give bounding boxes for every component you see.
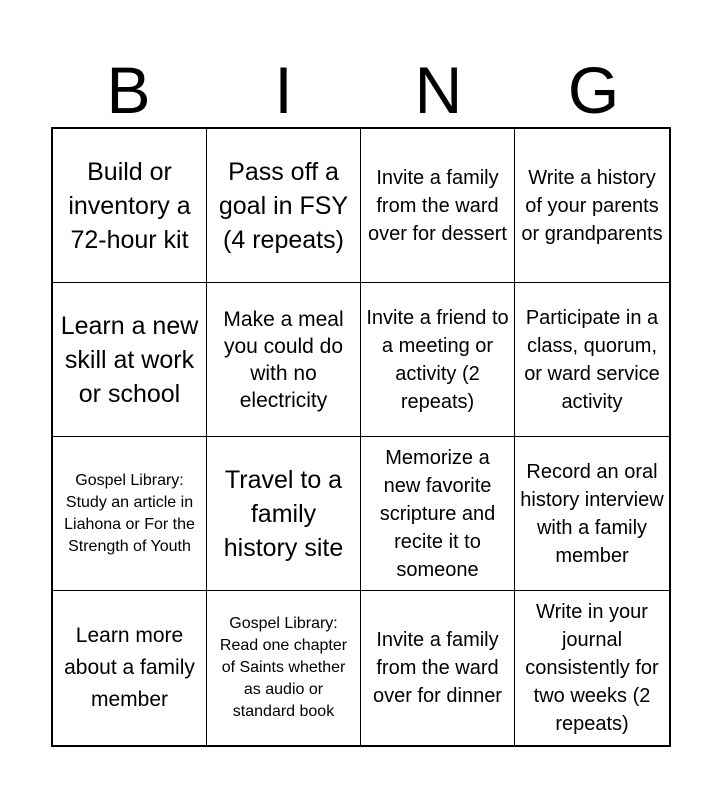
bingo-cell-text: Learn a new skill at work or school: [60, 311, 199, 408]
bingo-cell-text: Invite a family from the ward over for dessert: [368, 166, 507, 245]
bingo-cell[interactable]: [361, 129, 515, 283]
bingo-cell-text: Learn more about a family member: [64, 624, 195, 711]
bingo-cell[interactable]: [53, 591, 207, 745]
bingo-header: [51, 52, 671, 128]
bingo-cell[interactable]: [53, 437, 207, 591]
bingo-cell[interactable]: [207, 129, 361, 283]
bingo-cell-text: Build or inventory a 72-hour kit: [68, 157, 191, 254]
bingo-cell-text: Travel to a family history site: [223, 465, 344, 562]
bingo-cell-text: Invite a family from the ward over for dinner: [373, 629, 502, 707]
bingo-cell-text: Write a history of your parents or grandparents: [521, 166, 663, 245]
header-letter-i: I: [274, 53, 293, 127]
bingo-cell[interactable]: [361, 591, 515, 745]
header-letter-b: B: [106, 53, 151, 127]
bingo-cell-text: Write in your journal consistently for two weeks (2 repeats): [525, 601, 659, 735]
bingo-cell-text: Invite a friend to a meeting or activity (2 repeats): [366, 306, 509, 413]
bingo-cell[interactable]: [361, 283, 515, 437]
bingo-board: [51, 127, 671, 747]
bingo-cell[interactable]: [515, 437, 669, 591]
bingo-cell-text: Record an oral history interview with a family member: [520, 460, 664, 567]
bingo-cell-text: Gospel Library: Study an article in Liahona or For the Strength of Youth: [64, 471, 195, 555]
bingo-cell[interactable]: [53, 129, 207, 283]
bingo-cell[interactable]: [515, 129, 669, 283]
bingo-cell-text: Participate in a class, quorum, or ward service activity: [524, 306, 660, 413]
bingo-cell-text: Gospel Library: Read one chapter of Saints whether as audio or standard book: [219, 615, 348, 720]
bingo-cell-text: Make a meal you could do with no electricity: [223, 307, 344, 412]
bingo-cell[interactable]: [53, 283, 207, 437]
header-letter-g: G: [567, 53, 620, 127]
bingo-cell[interactable]: [515, 283, 669, 437]
bingo-cell[interactable]: [207, 437, 361, 591]
bingo-cell-text: Memorize a new favorite scripture and recite it to someone: [379, 446, 496, 581]
bingo-cell[interactable]: [361, 437, 515, 591]
bingo-cell[interactable]: [207, 591, 361, 745]
bingo-cell[interactable]: [207, 283, 361, 437]
header-letter-n: N: [414, 53, 463, 127]
bingo-cell-text: Pass off a goal in FSY (4 repeats): [218, 157, 349, 254]
bingo-cell[interactable]: [515, 591, 669, 745]
